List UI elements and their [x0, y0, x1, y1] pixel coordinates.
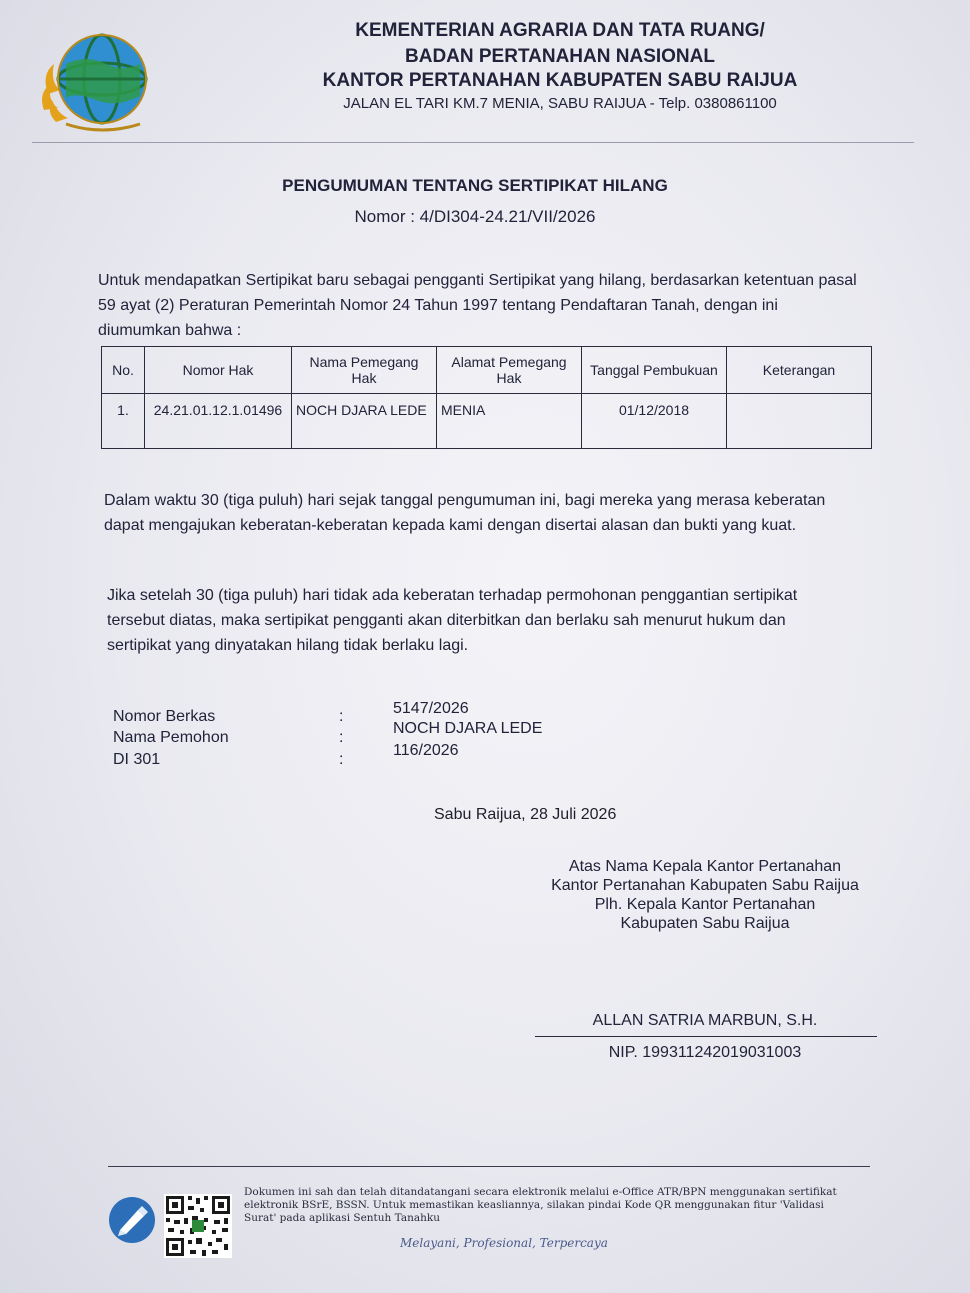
- signature-line-1: Atas Nama Kepala Kantor Pertanahan: [568, 858, 842, 875]
- detail-row: [113, 720, 613, 751]
- certificate-table: [101, 346, 872, 449]
- document-title: PENGUMUMAN TENTANG SERTIPIKAT HILANG: [282, 176, 668, 195]
- signature-line-2: Kantor Pertanahan Kabupaten Sabu Raijua: [551, 877, 859, 894]
- table-row: [102, 394, 872, 449]
- col-alamat-pemegang: Alamat Pemegang Hak: [437, 347, 582, 394]
- signature-underline: [535, 1036, 877, 1037]
- detail-value: NOCH DJARA LEDE: [393, 720, 543, 737]
- signatory-name: ALLAN SATRIA MARBUN, S.H.: [592, 1012, 818, 1029]
- col-no: No.: [102, 347, 145, 394]
- detail-value: 116/2026: [393, 742, 459, 759]
- header-line-2: BADAN PERTANAHAN NASIONAL: [405, 46, 715, 67]
- detail-label: Nama Pemohon: [113, 729, 229, 746]
- col-nama-pemegang: Nama Pemegang Hak: [292, 347, 437, 394]
- header-line-3: KANTOR PERTANAHAN KABUPATEN SABU RAIJUA: [322, 70, 798, 91]
- intro-paragraph: Untuk mendapatkan Sertipikat baru sebagai pengganti Sertipikat yang hilang, berdasarkan ketentuan pasal 59 ayat (2) Peraturan Pemerintah Nomor 24 Tahun 1997 tentang Pendaftaran Tanah, dengan ini diumumkan bahwa :: [98, 272, 857, 339]
- cell-no: 1.: [102, 394, 145, 449]
- cell-nomor-hak: 24.21.01.12.1.01496: [145, 394, 292, 449]
- col-tanggal-pembukuan: Tanggal Pembukuan: [582, 347, 727, 394]
- place-date: Sabu Raijua, 28 Juli 2026: [434, 806, 617, 823]
- pen-seal-icon: [108, 1196, 156, 1244]
- cell-alamat-pemegang: MENIA: [437, 394, 582, 449]
- replacement-paragraph: Jika setelah 30 (tiga puluh) hari tidak ada keberatan terhadap permohonan penggantian sertipikat tersebut diatas, maka sertipikat pengganti akan diterbitkan dan berlaku sah menurut hukum dan sertipikat yang dinyatakan hilang tidak berlaku lagi.: [107, 587, 798, 654]
- cell-keterangan: [727, 394, 872, 449]
- detail-colon: :: [339, 729, 344, 746]
- footer-divider: [108, 1166, 870, 1167]
- detail-colon: :: [339, 708, 344, 725]
- cell-nama-pemegang: NOCH DJARA LEDE: [292, 394, 437, 449]
- signature-line-4: Kabupaten Sabu Raijua: [620, 915, 790, 932]
- footer-validation-text: Dokumen ini sah dan telah ditandatangani secara elektronik melalui e-Office ATR/BPN menggunakan sertifikat elektronik BSrE, BSSN. Untuk memastikan keasliannya, silakan pindai Kode QR menggunakan fitur 'Validasi Surat' pada aplikasi Sentuh Tanahku: [244, 1186, 837, 1224]
- signature-line-3: Plh. Kepala Kantor Pertanahan: [594, 896, 816, 913]
- footer-motto: Melayani, Profesional, Terpercaya: [400, 1236, 608, 1250]
- document-number: Nomor : 4/DI304-24.21/VII/2026: [354, 207, 596, 226]
- cell-tanggal-pembukuan: 01/12/2018: [582, 394, 727, 449]
- objection-paragraph: Dalam waktu 30 (tiga puluh) hari sejak tanggal pengumuman ini, bagi mereka yang merasa keberatan dapat mengajukan keberatan-keberatan kepada kami dengan disertai alasan dan bukti yang kuat.: [104, 492, 826, 534]
- header-line-1: KEMENTERIAN AGRARIA DAN TATA RUANG/: [355, 20, 765, 41]
- col-nomor-hak: Nomor Hak: [145, 347, 292, 394]
- qr-code-icon: [164, 1194, 232, 1258]
- signatory-nip: NIP. 199311242019031003: [608, 1044, 802, 1061]
- header-address: JALAN EL TARI KM.7 MENIA, SABU RAIJUA - Telp. 0380861100: [343, 95, 777, 112]
- table-header-row: [102, 347, 872, 394]
- header-divider: [32, 142, 914, 143]
- col-keterangan: Keterangan: [727, 347, 872, 394]
- detail-label: DI 301: [113, 751, 161, 768]
- bpn-logo-icon: [36, 24, 156, 134]
- detail-value: 5147/2026: [393, 700, 469, 717]
- detail-colon: :: [339, 751, 344, 768]
- detail-row: [113, 742, 613, 773]
- detail-label: Nomor Berkas: [113, 708, 216, 725]
- signature-block: [535, 857, 875, 933]
